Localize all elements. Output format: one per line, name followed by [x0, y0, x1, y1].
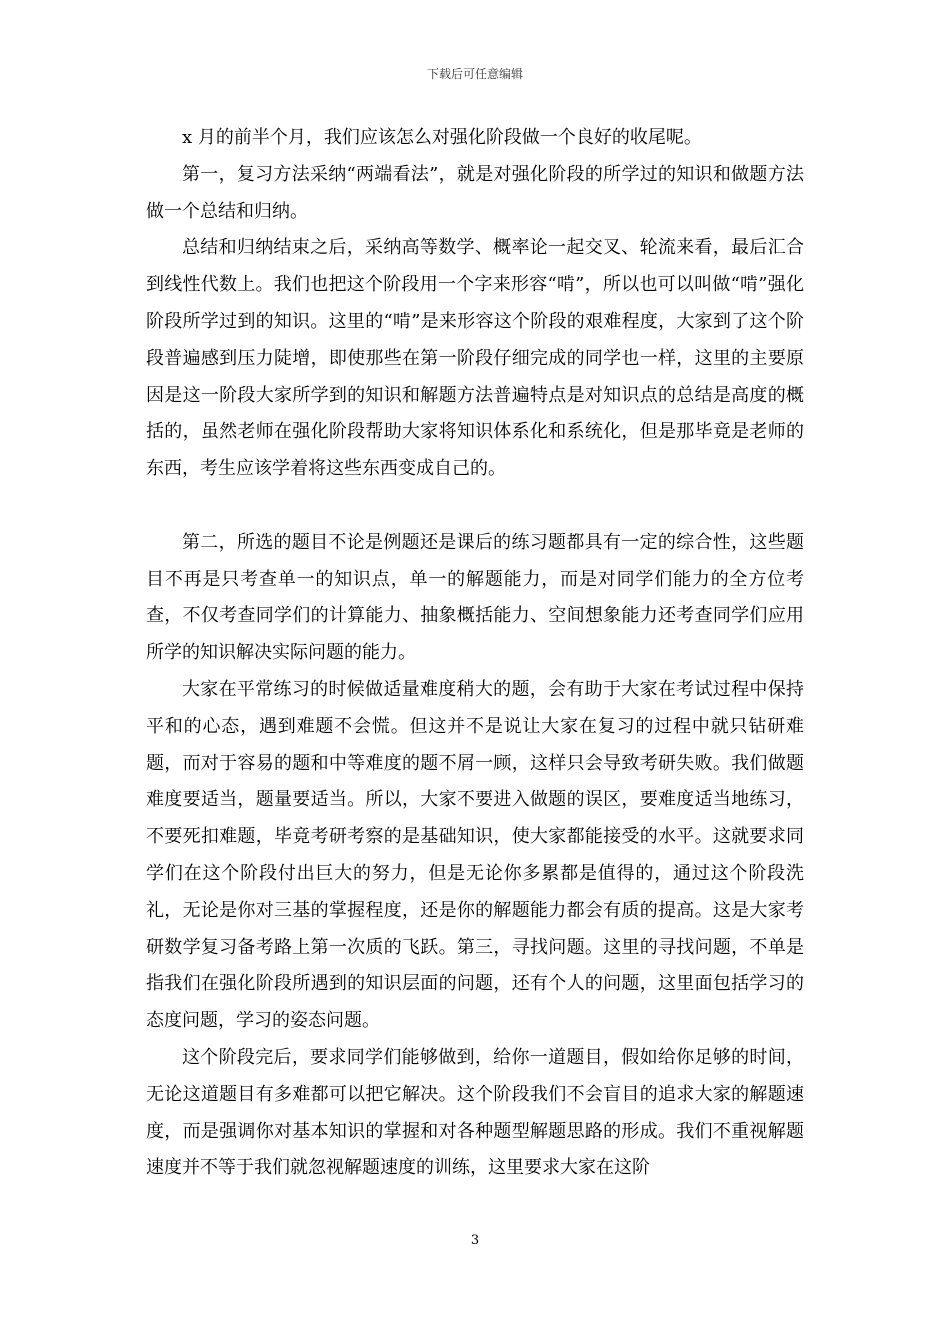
paragraph-first-method: 第一，复习方法采纳“两端看法”，就是对强化阶段的所学过的知识和做题方法做一个总结和归纳。: [146, 163, 804, 222]
page-header: 下载后可任意编辑: [426, 67, 523, 81]
page-number: 3: [470, 1233, 480, 1248]
paragraph-completion: 这个阶段完后，要求同学们能够做到，给你一道题目，假如给你足够的时间，无论这道题目有多难都可以把它解决。这个阶段我们不会盲目的追求大家的解题速度，而是强调你对基本知识的掌握和对各种题型解题思路的形成。我们不重视解题速度并不等于我们就忽视解题速度的训练，这里要求大家在这阶: [146, 1046, 804, 1179]
paragraph-practice: 大家在平常练习的时候做适量难度稍大的题，会有助于大家在考试过程中保持平和的心态，遇到难题不会慌。但这并不是说让大家在复习的过程中就只钻研难题，而对于容易的题和中等难度的题不屑一顾，这样只会导致考研失败。我们做题难度要适当，题量要适当。所以，大家不要进入做题的误区，要难度适当地练习，不要死扣难题，毕竟考研考察的是基础知识，使大家都能接受的水平。这就要求同学们在这个阶段付出巨大的努力，但是无论你多累都是值得的，通过这个阶段洗礼，无论是你对三基的掌握程度，还是你的解题能力都会有质的提高。这是大家考研数学复习备考路上第一次质的飞跃。第三，寻找问题。这里的寻找问题，不单是指我们在强化阶段所遇到的知识层面的问题，还有个人的问题，这里面包括学习的态度问题，学习的姿态问题。: [146, 678, 804, 1032]
document-body: [146, 120, 804, 1187]
paragraph-second-point: 第二，所选的题目不论是例题还是课后的练习题都具有一定的综合性，这些题目不再是只考查单一的知识点，单一的解题能力，而是对同学们能力的全方位考查，不仅考查同学们的计算能力、抽象概括能力、空间想象能力还考查同学们应用所学的知识解决实际问题的能力。: [146, 531, 804, 664]
paragraph-intro: x 月的前半个月，我们应该怎么对强化阶段做一个良好的收尾呢。: [182, 127, 702, 148]
paragraph-summary: 总结和归纳结束之后，采纳高等数学、概率论一起交叉、轮流来看，最后汇合到线性代数上。我们也把这个阶段用一个字来形容“啃”，所以也可以叫做“啃”强化阶段所学过到的知识。这里的“啃”是来形容这个阶段的艰难程度，大家到了这个阶段普遍感到压力陡增，即使那些在第一阶段仔细完成的同学也一样，这里的主要原因是这一阶段大家所学到的知识和解题方法普遍特点是对知识点的总结是高度的概括的，虽然老师在强化阶段帮助大家将知识体系化和系统化，但是那毕竟是老师的东西，考生应该学着将这些东西变成自己的。: [146, 237, 804, 480]
